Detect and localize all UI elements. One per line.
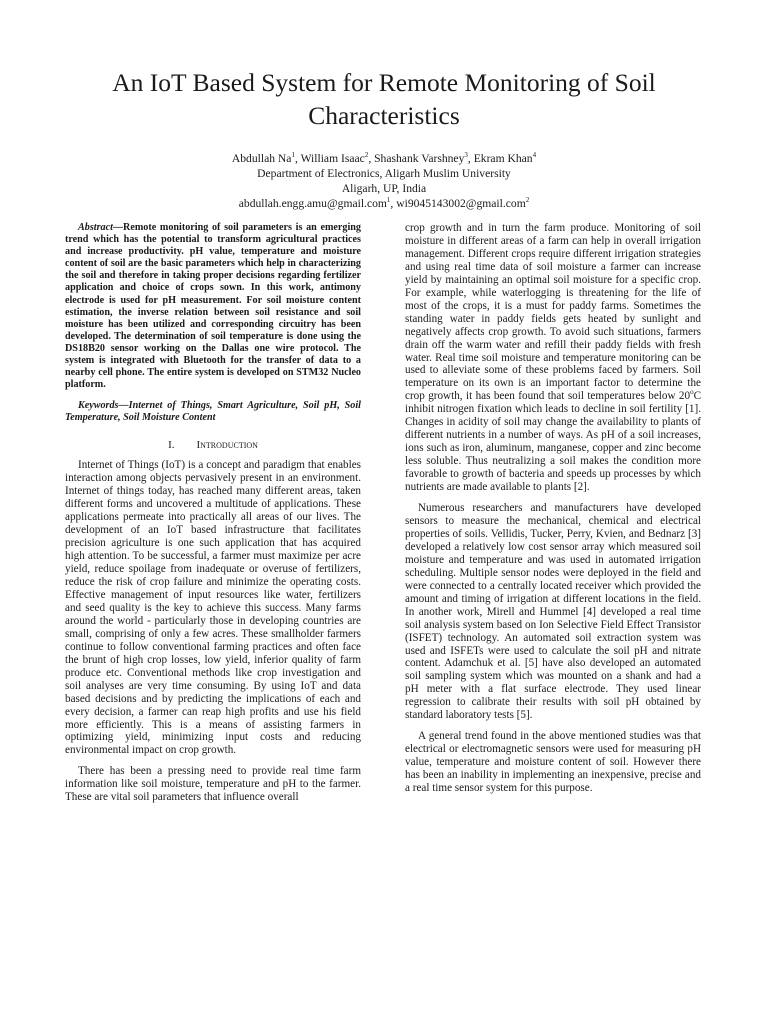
left-column — [65, 222, 361, 804]
author-name: William Isaac — [300, 152, 365, 165]
section-number: I. — [168, 438, 175, 451]
author-names: Abdullah Na$^1$, William Isaac$^2$, Shashank Varshney$^3$, Ekram Khan$^4$ — [231, 151, 537, 165]
body-paragraph: A general trend found in the above mentioned studies was that electrical or electromagnetic sensors were used for measuring pH value, temperature and moisture content of soil. However there has been an inability in implementing an inexpensive, precise and a real time sensor system for this purpose. — [405, 730, 701, 795]
email-sup: 1 — [386, 196, 391, 204]
keywords-text: Internet of Things, Smart Agriculture, Soil pH, Soil Temperature, Soil Moisture Content — [65, 400, 361, 424]
body-paragraph: There has been a pressing need to provide real time farm information like soil moisture, temperature and pH to the farmer. These are vital soil parameters that influence overall — [65, 765, 361, 804]
author-name: Ekram Khan — [473, 152, 533, 165]
email-sup: 2 — [525, 196, 530, 204]
author-emails: abdullah.engg.amu@gmail.com$^1$, wi9045143002@gmail.com$^2$ — [238, 196, 530, 210]
abstract-paragraph: Abstract—Remote monitoring of soil parameters is an emerging trend which has the potential to transform agricultural practices and increase productivity. pH value, temperature and moisture content of soil are the basic parameters which help in characterizing the soil and therefore in taking proper decisions regarding fertilizer application and choice of crops sown. In this work, antimony electrode is used for pH measurement. For soil moisture content estimation, the inverse relation between soil resistance and soil moisture has been utilized and corresponding circuitry has been developed. The determination of soil temperature is done using the DS18B20 sensor working on the Dallas one wire protocol. The system is integrated with Bluetooth for the transfer of data to a nearby cell phone. The entire system is developed on STM32 Nucleo platform. — [65, 222, 361, 391]
author-name: Abdullah Na — [231, 152, 292, 165]
author-affiliation-sup: 2 — [364, 151, 369, 159]
body-paragraph: Internet of Things (IoT) is a concept and paradigm that enables interaction among objects pervasively present in an environment. Internet of things today, has reached many different areas, taken different forms and uncovered a multitude of applications. These applications permeate into practically all areas of our lives. The development of an IoT based infrastructure that facilitates precision agriculture is one such application that has acquired high attention. To be successful, a farmer must maximize per acre yield, reduce spoilage from inadequate or overuse of fertilizers, reduce the risk of crop failure and minimize the operating costs. Effective management of input resources like water, fertilizers and seed quality is the key to achieve this success. Many farms around the world - particularly those in developing countries are small, comprising of only a few acres. These smallholder farmers continue to follow conventional farming practices and often face the brunt of high crop losses, low yield, inferior quality of farm produce etc. Conventional methods like crop investigation and soil analyses are very time consuming. By using IoT and data based decisions and by predicting the implications of each and every decision, a farmer can reap high profits and use his field more efficiently. This is a means of assisting farmers in optimizing yield, minimizing input costs and reducing environmental impact on crop growth. — [65, 459, 361, 757]
author-email[interactable]: wi9045143002@gmail.com — [396, 197, 526, 210]
author-affiliation-sup: 4 — [532, 151, 537, 159]
author-name: Shashank Varshney — [374, 152, 465, 165]
abstract-text: Remote monitoring of soil parameters is an emerging trend which has the potential to transform agricultural practices and increase productivity. pH value, temperature and moisture content of soil are the basic parameters which help in characterizing the soil and therefore in taking proper decisions regarding fertilizer application and choice of crops sown. In this work, antimony electrode is used for pH measurement. For soil moisture content estimation, the inverse relation between soil resistance and soil moisture has been utilized and corresponding circuitry has been developed. The determination of soil temperature is done using the DS18B20 sensor working on the Dallas one wire protocol. The system is integrated with Bluetooth for the transfer of data to a nearby cell phone. The entire system is developed on STM32 Nucleo platform. — [65, 222, 361, 391]
author-affiliation-sup: 1 — [291, 151, 295, 159]
paper-title: An IoT Based System for Remote Monitoring of Soil Characteristics — [112, 68, 656, 130]
author-location: Aligarh, UP, India — [341, 182, 427, 195]
author-department: Department of Electronics, Aligarh Muslim University — [257, 167, 511, 180]
paragraph-text: crop growth and in turn the farm produce. Monitoring of soil moisture in different areas of a farm can help in overall irrigation management. Different crops require different irrigation strategies and using real time data of soil moisture a farmer can increase yield by maintaining an optimal soil moisture for a specific crop. For example, while waterlogging is threatening for the life of most of the crops, it is a must for paddy farms. Sometimes the standing water in paddy fields gets heated by sunlight and negatively affects crop growth. To avoid such situations, farmers drain off the warm water and refill their paddy fields with fresh water. Real time soil moisture and temperature monitoring can be used to alleviate some of these problems faced by farmers. Soil temperature on its own is an important factor to determine the crop growth, it has been found that soil temperatures below 20 — [405, 222, 701, 403]
author-email[interactable]: abdullah.engg.amu@gmail.com — [238, 197, 387, 210]
section-title: Introduction — [196, 438, 258, 451]
section-heading — [65, 439, 361, 452]
right-column — [405, 222, 701, 795]
degree-sup: o — [690, 388, 694, 397]
keywords-paragraph: Keywords—Internet of Things, Smart Agriculture, Soil pH, Soil Temperature, Soil Moisture Content — [65, 400, 361, 424]
author-affiliation-sup: 3 — [464, 151, 468, 159]
keywords-label: Keywords — [78, 400, 119, 412]
paragraph-text: C inhibit nitrogen fixation which leads to decline in soil fertility [1]. Changes in acidity of soil may change the availability to plants of different nutrients in a number of ways. As pH of a soil increases, ions such as iron, aluminum, manganese, copper and zinc become less soluble. Thus neutralizing a soil makes the condition more favorable to growth of bacteria and speeds up processes by which nutrients are made available to plants [2]. — [405, 390, 701, 494]
body-paragraph: Numerous researchers and manufacturers have developed sensors to measure the mechanical, chemical and electrical properties of soils. Vellidis, Tucker, Perry, Kvien, and Bednarz [3] developed a relatively low cost sensor array which measured soil moisture and temperature and was used in automated irrigation scheduling. Multiple sensor nodes were deployed in the field and were connected to a centrally located receiver which provided the amount and timing of irrigation at different locations in the field. In another work, Mirell and Hummel [4] developed a real time soil analysis system based on Ion Selective Field Effect Transistor (ISFET) technology. An automated soil extraction system was used and ISFETs were used to calculate the soil pH and nitrate content. Adamchuk et al. [5] have also developed an automated soil sampling system which was mounted on a shank and had a pH meter with a flat surface electrode. They used linear regression to calibrate their results with soil pH obtained by standard laboratory tests [5]. — [405, 502, 701, 722]
author-block — [40, 151, 728, 211]
body-paragraph — [405, 222, 701, 494]
abstract-label: Abstract — [78, 222, 113, 233]
